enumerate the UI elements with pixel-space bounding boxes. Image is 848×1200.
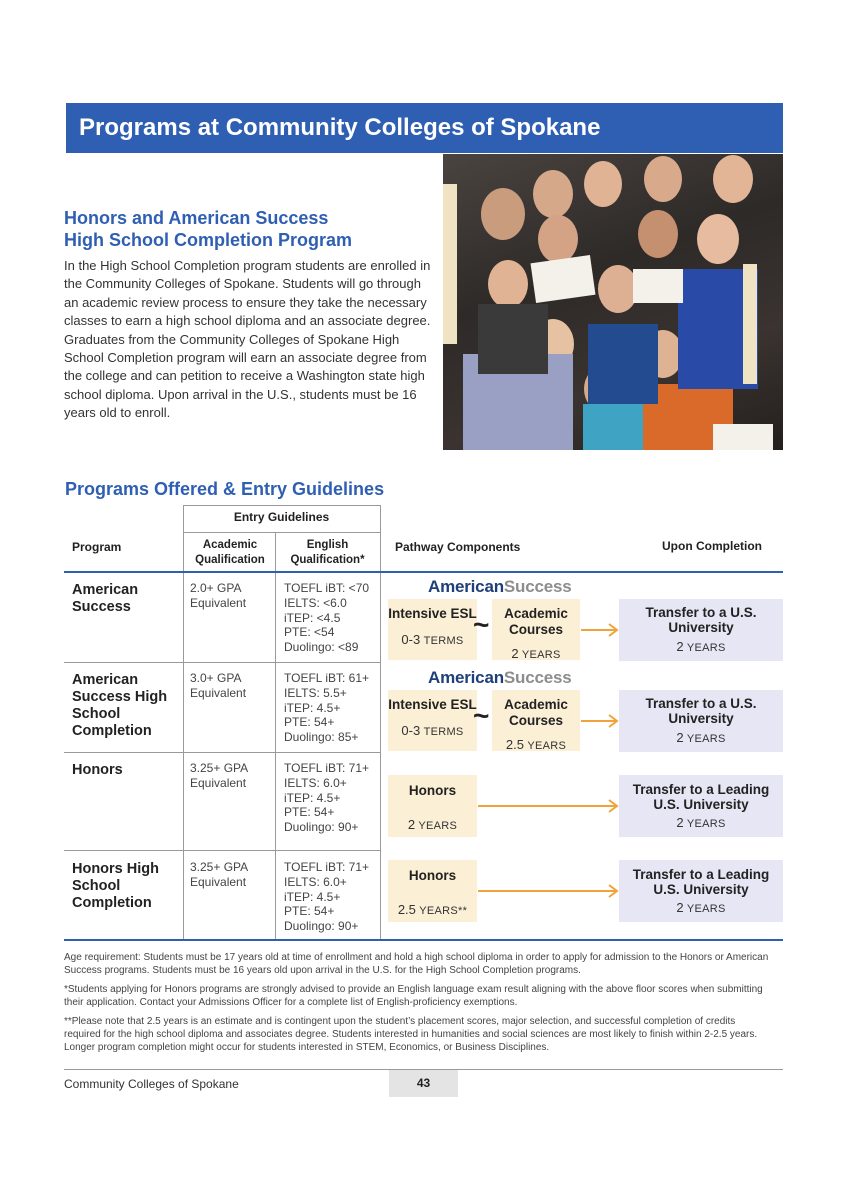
english-score: TOEFL iBT: 61+ [284, 671, 370, 685]
header-english: English Qualification* [290, 539, 365, 566]
header-entry-guidelines: Entry Guidelines [233, 510, 330, 524]
duration-unit: YEARS [418, 820, 458, 832]
english-score: PTE: <54 [284, 625, 335, 640]
pathway-box-academic [492, 690, 580, 751]
english-score: IELTS: <6.0 [284, 595, 347, 610]
intro-heading-line1: Honors and American Success [64, 208, 329, 228]
pathway-title: Academic Courses [504, 606, 568, 637]
duration-number: 2 [676, 900, 684, 915]
duration-unit: TERMS [423, 635, 464, 647]
academic-qualification: 3.25+ GPA Equivalent [190, 860, 248, 889]
english-score: iTEP: 4.5+ [284, 790, 341, 805]
arrow-icon [477, 884, 620, 898]
english-qualification [284, 860, 379, 934]
english-qualification [284, 581, 379, 655]
pathway-box-honors [388, 860, 477, 922]
tilde-connector: ~ [473, 700, 490, 731]
students-photo-illustration [443, 154, 783, 450]
entry-top-line [183, 505, 380, 506]
page-banner [66, 103, 783, 153]
completion-title: Transfer to a U.S. University [645, 696, 757, 726]
age-requirement-note: Age requirement: Students must be 17 years old at time of enrollment and hold a high school diploma in order to apply for admission to the Honors or American Success programs. Students must be 16 years old upon arrival in the U.S. for the High School Completion programs. [64, 952, 769, 976]
english-score: iTEP: 4.5+ [284, 700, 341, 715]
duration-unit: YEARS [686, 818, 726, 830]
american-success-logo [428, 577, 572, 597]
english-qualification [284, 761, 379, 835]
pathway-box-esl [388, 690, 477, 751]
intro-heading [64, 207, 434, 251]
program-name: American Success High School Completion [72, 672, 168, 739]
english-score: PTE: 54+ [284, 715, 335, 730]
pathway-title: Intensive ESL [388, 606, 477, 621]
completion-title: Transfer to a Leading U.S. University [632, 782, 770, 812]
duration-number: 2 [676, 639, 684, 654]
english-score: Duolingo: 90+ [284, 919, 359, 934]
english-score: IELTS: 6.0+ [284, 775, 347, 790]
row-divider-1 [64, 662, 380, 663]
duration-number: 2.5 [505, 737, 524, 752]
duration-unit: YEARS** [419, 905, 468, 917]
intro-paragraph: In the High School Completion program students are enrolled in the Community Colleges of Spokane. Students will go through an academic review process to ensure they take the necessary classes to earn a high school diploma and an associate degree. Graduates from the Community Colleges of Spokane High School Completion program will earn an associate degree from the college and can petition to receive a Washington state high school diploma. Upon arrival in the U.S., students must be 16 years old to enroll. [64, 258, 431, 421]
header-completion: Upon Completion [662, 539, 762, 553]
english-score: Duolingo: <89 [284, 640, 359, 655]
pathway-box-esl [388, 599, 477, 660]
program-name: Honors High School Completion [72, 861, 159, 911]
row-divider-2 [64, 752, 380, 753]
logo-american: American [428, 577, 504, 596]
pathway-title: Academic Courses [504, 697, 568, 728]
section-title: Programs Offered & Entry Guidelines [65, 479, 385, 499]
header-pathway: Pathway Components [395, 540, 521, 554]
duration-number: 2 [511, 646, 519, 661]
duration-unit: YEARS [686, 642, 726, 654]
pathway-box-honors [388, 775, 477, 837]
duration-unit: YEARS [686, 903, 726, 915]
students-photo [443, 154, 783, 450]
program-name: American Success [72, 582, 139, 615]
duration-unit: YEARS [686, 733, 726, 745]
duration-unit: YEARS [521, 649, 561, 661]
english-score: Duolingo: 90+ [284, 820, 359, 835]
academic-qualification: 3.0+ GPA Equivalent [190, 671, 247, 700]
footer-college-name: Community Colleges of Spokane [64, 1077, 239, 1091]
english-score: TOEFL iBT: 71+ [284, 860, 370, 874]
header-program: Program [72, 540, 122, 554]
logo-american: American [428, 668, 504, 687]
row-divider-3 [64, 850, 380, 851]
program-name: Honors [72, 762, 123, 778]
pathway-title: Intensive ESL [388, 697, 477, 712]
duration-number: 0-3 [401, 632, 421, 647]
page-title: Programs at Community Colleges of Spokane [79, 114, 601, 141]
pathway-title: Honors [408, 868, 457, 883]
arrow-icon [477, 799, 620, 813]
duration-number: 2 [676, 730, 684, 745]
completion-title: Transfer to a U.S. University [645, 605, 757, 635]
academic-qualification: 3.25+ GPA Equivalent [190, 761, 248, 790]
english-score: PTE: 54+ [284, 805, 335, 820]
page-number: 43 [389, 1070, 458, 1097]
english-score: TOEFL iBT: <70 [284, 581, 370, 595]
english-qualification [284, 671, 379, 745]
pathway-title: Honors [408, 783, 457, 798]
completion-box [619, 599, 783, 661]
intro-heading-line2: High School Completion Program [64, 230, 353, 250]
academic-qualification: 2.0+ GPA Equivalent [190, 581, 247, 610]
duration-number: 2 [407, 817, 416, 832]
logo-success: Success [503, 668, 572, 687]
english-score: TOEFL iBT: 71+ [284, 761, 370, 775]
english-score: PTE: 54+ [284, 904, 335, 919]
header-bottom-line [64, 571, 783, 573]
duration-unit: TERMS [423, 726, 464, 738]
completion-box [619, 775, 783, 837]
english-score: Duolingo: 85+ [284, 730, 359, 745]
english-score: iTEP: <4.5 [284, 610, 341, 625]
tilde-connector: ~ [473, 609, 490, 640]
english-score: iTEP: 4.5+ [284, 889, 341, 904]
american-success-logo [428, 668, 572, 688]
duration-number: 0-3 [401, 723, 421, 738]
english-footnote: *Students applying for Honors programs are strongly advised to provide an English language exam result aligning with the above floor scores when submitting their application. Contact your Admissions Officer for a complete list of English-proficiency exemptions. [64, 984, 763, 1008]
duration-footnote: **Please note that 2.5 years is an estimate and is contingent upon the student’s placement scores, major selection, and successful completion of credits required for the high school diploma and associates degree. Students interested in humanities and social sciences are most likely to finish within 2-2.5 years. Longer program completion might occur for students interested in STEM, Economics, or Business Disciplines. [64, 1016, 758, 1053]
duration-number: 2.5 [397, 902, 416, 917]
header-academic: Academic Qualification [195, 539, 265, 566]
duration-number: 2 [676, 815, 684, 830]
logo-success: Success [503, 577, 572, 596]
table-bottom-line [64, 939, 783, 941]
english-score: IELTS: 6.0+ [284, 874, 347, 889]
col-divider-2 [275, 532, 276, 939]
arrow-icon [580, 714, 620, 728]
pathway-box-academic [492, 599, 580, 660]
duration-unit: YEARS [527, 740, 567, 752]
arrow-icon [580, 623, 620, 637]
completion-box [619, 690, 783, 752]
completion-title: Transfer to a Leading U.S. University [632, 867, 770, 897]
english-score: IELTS: 5.5+ [284, 685, 347, 700]
entry-sub-line [183, 532, 380, 533]
completion-box [619, 860, 783, 922]
